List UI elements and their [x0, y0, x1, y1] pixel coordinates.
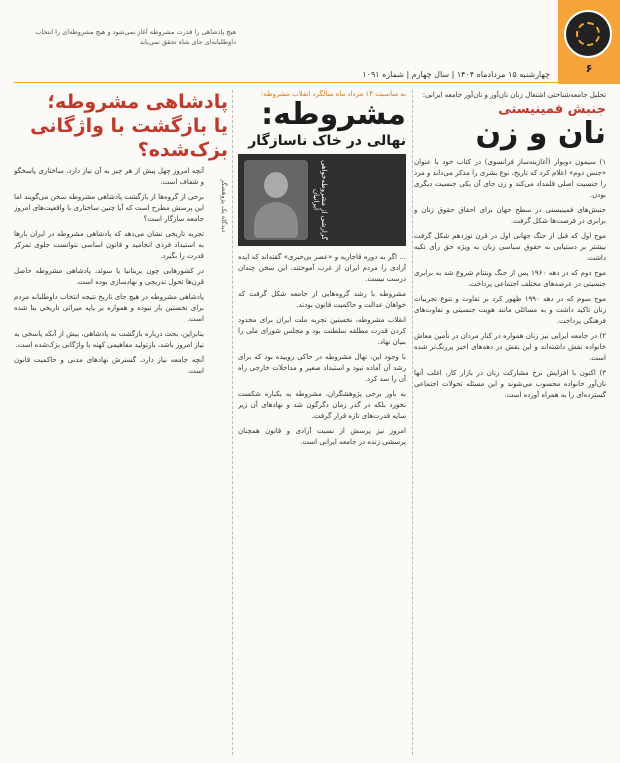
column-divider [232, 90, 233, 755]
article-body [414, 157, 606, 401]
paragraph: در کشورهایی چون بریتانیا یا سوئد، پادشاهی مشروطه حاصل قرن‌ها تحول تدریجی و نهادسازی بوده است. [14, 267, 204, 286]
column-divider [412, 90, 413, 755]
paragraph: با وجود این، نهال مشروطه در خاکی روییده بود که برای رشد آن آماده نبود و استبداد صغیر و مداخلات خارجی راه آن را سد کرد. [238, 353, 406, 383]
paragraph: برخی از گروه‌ها از بازگشت پادشاهی مشروطه سخن می‌گویند اما این پرسش مطرح است که آیا چنین ساختاری با واقعیت‌های امروز جامعه سازگار است؟ [14, 193, 204, 223]
paragraph: موج سوم که در دهه ۱۹۹۰ ظهور کرد بر تفاوت و تنوع تجربیات زنان تاکید داشت و به مسائلی مانند هویت جنسیتی و تفاوت‌های فرهنگی پرداخت. [414, 295, 606, 325]
article-constitution [238, 90, 406, 760]
article-women-bread [414, 90, 606, 760]
article-body-wrap [14, 166, 228, 377]
paragraph: آنچه جامعه نیاز دارد، گسترش نهادهای مدنی و حاکمیت قانون است. [14, 356, 204, 375]
page-header [0, 0, 620, 84]
issue-line: چهارشنبه ۱۵ مرداد‌ماه ۱۴۰۴ | سال چهارم | شماره ۱۰۹۱ [362, 70, 550, 79]
article-subtitle: نهالی در خاک ناسازگار [248, 133, 406, 149]
paragraph: امروز نیز پرسش از نسبت آزادی و قانون همچنان پرسشی زنده در جامعه ایرانی است. [238, 427, 406, 446]
article-title-line-2: یا بازگشت با واژگانی بزک‌شده؟ [30, 115, 228, 161]
article-title: پادشاهی مشروطه؛ [47, 91, 228, 113]
article-body [238, 252, 406, 448]
page-number: ۶ [585, 62, 593, 75]
paragraph: بنابراین، بحث درباره بازگشت به پادشاهی، بیش از آنکه پاسخی به نیاز امروز باشد، بازتولید مفاهیمی کهنه با واژگانی بزک‌شده است. [14, 330, 204, 349]
author-avatar [244, 160, 308, 240]
article-title: نان و زن [475, 116, 606, 151]
paragraph: جنبش‌های فمینیستی در سطح جهان برای احقاق حقوق زنان و برابری در فرصت‌ها شکل گرفت. [414, 206, 606, 225]
article-title: مشروطه: [261, 97, 406, 132]
paragraph: تجربه تاریخی نشان می‌دهد که پادشاهی مشروطه در ایران بارها به استبداد فردی انجامید و قانون اساسی نتوانست جلوی تمرکز قدرت را بگیرد. [14, 230, 204, 260]
byline: گزارشی از مشروطه‌خواهی ایرانیان [312, 160, 328, 240]
paragraph: ۲) در جامعه ایرانی نیز زنان همواره در کنار مردان در تأمین معاش خانواده نقش داشته‌اند و این نقش در دهه‌های اخیر پررنگ‌تر شده است. [414, 332, 606, 362]
article-subtitle: جنبش فمینیستی [498, 102, 606, 117]
byline-box [238, 154, 406, 246]
paragraph: پادشاهی مشروطه در هیچ جای تاریخ نتیجه انتخاب داوطلبانه مردم برای نخستین بار نبوده و همواره بر پایه میراثی تاریخی بنا شده است. [14, 293, 204, 323]
article-kicker: تحلیل جامعه‌شناختی اشتغال زنان نان‌آور و نان‌آور جامعه ایرانی: [422, 91, 606, 99]
paragraph: انقلاب مشروطه، نخستین تجربه ملت ایران برای محدود کردن قدرت مطلقه سلطنت بود و مجلس شورای ملی را بنیان نهاد. [238, 316, 406, 346]
paragraph: ۳) اکنون با افزایش نرخ مشارکت زنان در بازار کار، اغلب آنها نان‌آور خانواده محسوب می‌شوند و این مسئله تحولات اجتماعی گسترده‌ای را به همراه آورده است. [414, 369, 606, 399]
paragraph: موج اول که قبل از جنگ جهانی اول در قرن نوزدهم شکل گرفت بیشتر بر دستیابی به حقوق سیاسی زنان به ویژه حق رأی تکیه داشت. [414, 232, 606, 262]
paragraph: موج دوم که در دهه ۱۹۶۰ پس از جنگ ویتنام شروع شد به برابری جنسیتی در عرصه‌های مختلف اجتماعی پرداخت. [414, 269, 606, 288]
header-note: هیچ پادشاهی را قدرت مشروطه آغاز نمی‌شود و هیچ مشروطه‌ای را انتخاب داوطلبانه‌ای جای شاه تحقق نمی‌یابد [35, 28, 236, 46]
article-monarchy [14, 90, 228, 760]
paragraph: آنچه امروز چهل پیش از هر چیز به آن نیاز دارد، ساختاری پاسخگو و شفاف است. [14, 167, 204, 186]
newspaper-logo-block [558, 0, 620, 84]
byline: دیدگاه یک پژوهشگر [220, 179, 228, 233]
article-kicker: به مناسبت ۱۴ مرداد ماه سالگرد انقلاب مشروطه: [260, 90, 406, 98]
paragraph: به باور برخی پژوهشگران، مشروطه به یکباره شکست نخورد بلکه در گذر زمان دگرگون شد و نهادهای آن زیر سایه قدرت‌های تازه قرار گرفت. [238, 390, 406, 420]
paragraph: ... اگر به دوره قاجاریه و «عصر بی‌خبری» گفته‌اند که ایده آزادی را مردم ایران از غرب آموختند، این سخن چندان درست نیست. [238, 253, 406, 283]
paragraph: مشروطه با رشد گروه‌هایی از جامعه شکل گرفت که خواهان عدالت و حاکمیت قانون بودند. [238, 290, 406, 309]
newspaper-seal-icon [564, 10, 612, 58]
article-body [14, 166, 204, 377]
paragraph: ۱) سیمون دوبوار (آغازینه‌ساز فرانسوی) در کتاب خود با عنوان «جنس دوم» اعلام کرد که تاریخ، نوع بشری را مذکر می‌داند و مرد را جنسیت اصلی قلمداد می‌کند و زن جای آن ‌یکی جنسیت دیگری بودن. [414, 158, 606, 199]
header-rule [14, 82, 606, 83]
